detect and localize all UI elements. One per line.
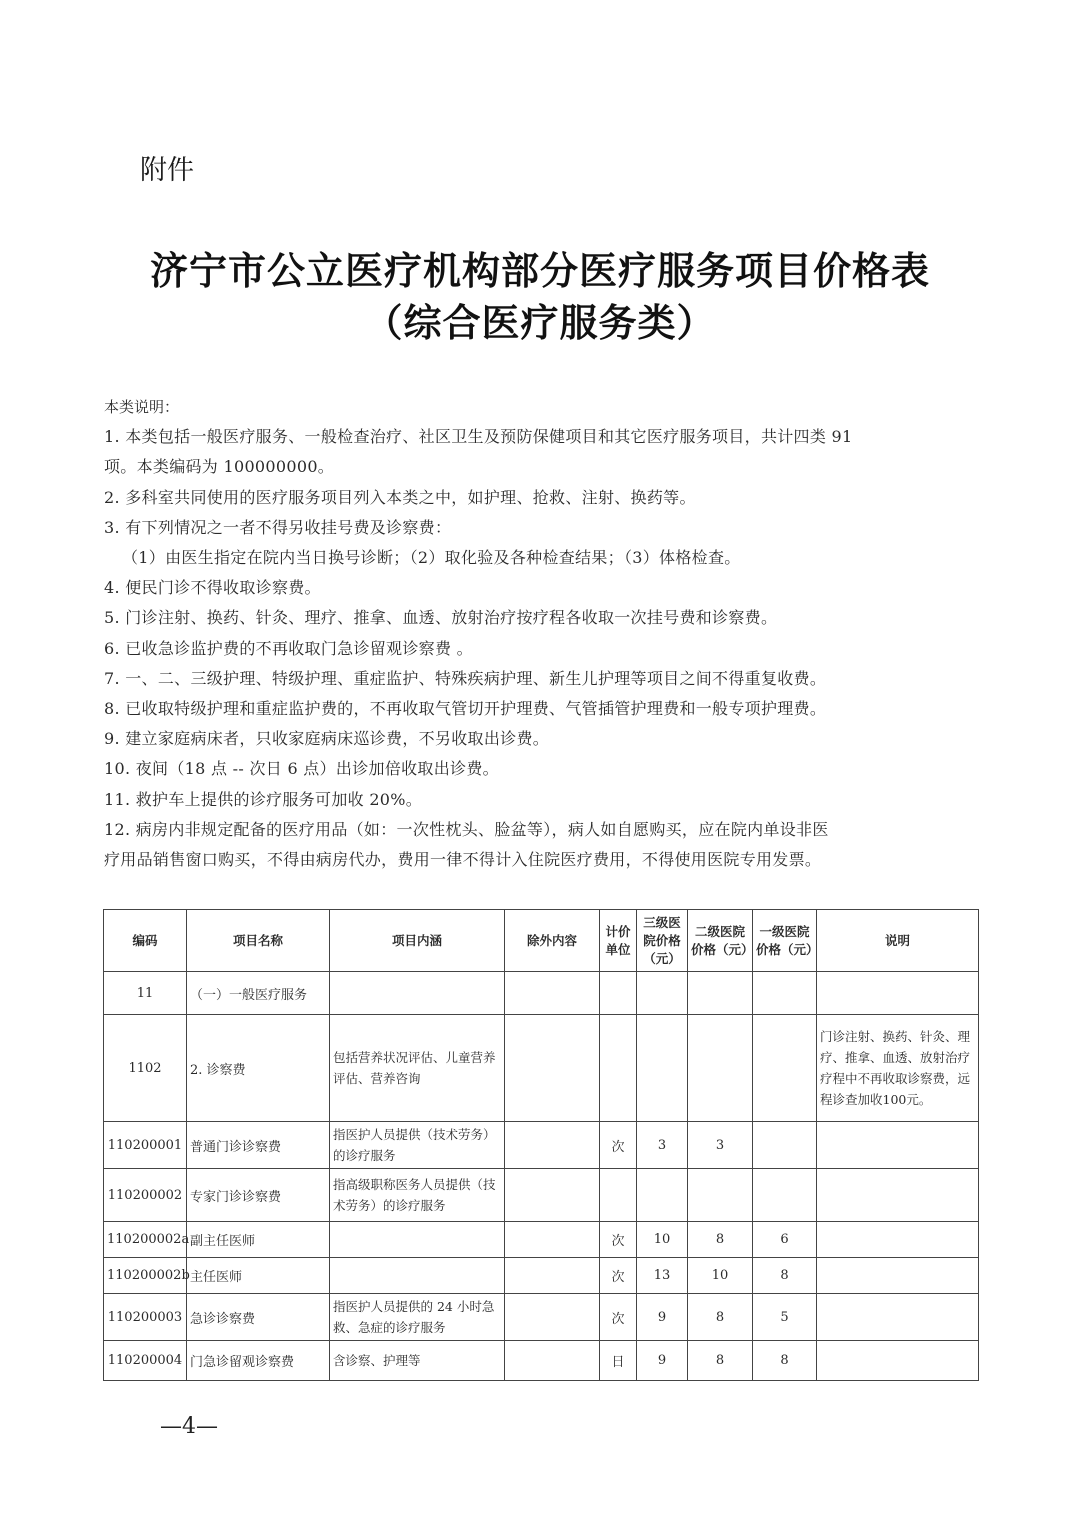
cell-unit: 次 <box>600 1258 637 1294</box>
cell-unit: 次 <box>600 1222 637 1258</box>
cell-exclude <box>505 1015 600 1122</box>
cell-note <box>817 972 979 1015</box>
cell-unit: 次 <box>600 1122 637 1169</box>
cell-unit: 日 <box>600 1341 637 1381</box>
cell-code: 1102 <box>104 1015 187 1122</box>
table-row <box>104 1222 979 1258</box>
cell-code: 110200002 <box>104 1169 187 1222</box>
note-line: 8. 已收取特级护理和重症监护费的，不再收取气管切开护理费、气管插管护理费和一般专项护理费。 <box>104 699 827 719</box>
cell-name: 2. 诊察费 <box>187 1015 330 1122</box>
cell-price-level2: 8 <box>688 1294 753 1341</box>
header-unit: 计价单位 <box>600 910 637 972</box>
cell-price-level2: 8 <box>688 1222 753 1258</box>
cell-note <box>817 1169 979 1222</box>
notes-section <box>104 392 984 875</box>
cell-content: 指医护人员提供（技术劳务）的诊疗服务 <box>330 1122 505 1169</box>
cell-name: 急诊诊察费 <box>187 1294 330 1341</box>
cell-name: 普通门诊诊察费 <box>187 1122 330 1169</box>
cell-price-level1 <box>753 1169 817 1222</box>
table-row <box>104 972 979 1015</box>
cell-note <box>817 1122 979 1169</box>
note-line: 1. 本类包括一般医疗服务、一般检查治疗、社区卫生及预防保健项目和其它医疗服务项目，共计四类 91 <box>104 427 853 447</box>
header-price-level3: 三级医院价格（元） <box>637 910 688 972</box>
header-name: 项目名称 <box>187 910 330 972</box>
cell-price-level3: 9 <box>637 1341 688 1381</box>
cell-note <box>817 1294 979 1341</box>
cell-note: 门诊注射、换药、针灸、理疗、推拿、血透、放射治疗疗程中不再收取诊察费，远程诊查加收100元。 <box>817 1015 979 1122</box>
cell-price-level2 <box>688 972 753 1015</box>
cell-price-level3 <box>637 972 688 1015</box>
cell-name: （一）一般医疗服务 <box>187 972 330 1015</box>
cell-name: 门急诊留观诊察费 <box>187 1341 330 1381</box>
note-line: 5. 门诊注射、换药、针灸、理疗、推拿、血透、放射治疗按疗程各收取一次挂号费和诊察费。 <box>104 608 778 628</box>
cell-price-level2: 3 <box>688 1122 753 1169</box>
cell-price-level1: 5 <box>753 1294 817 1341</box>
cell-price-level1 <box>753 1015 817 1122</box>
table-header-row <box>104 910 979 972</box>
document-title: 济宁市公立医疗机构部分医疗服务项目价格表 <box>149 249 930 293</box>
cell-price-level2: 8 <box>688 1341 753 1381</box>
table-row <box>104 1258 979 1294</box>
cell-content <box>330 1258 505 1294</box>
header-exclude: 除外内容 <box>505 910 600 972</box>
cell-code: 110200002b <box>104 1258 187 1294</box>
note-line: 项。本类编码为 100000000。 <box>104 457 335 477</box>
cell-price-level2 <box>688 1169 753 1222</box>
attachment-label: 附件 <box>140 155 194 186</box>
cell-price-level3 <box>637 1015 688 1122</box>
cell-name: 主任医师 <box>187 1258 330 1294</box>
cell-content: 包括营养状况评估、儿童营养评估、营养咨询 <box>330 1015 505 1122</box>
cell-price-level1 <box>753 1122 817 1169</box>
cell-unit: 次 <box>600 1294 637 1341</box>
note-line: 12. 病房内非规定配备的医疗用品（如：一次性枕头、脸盆等），病人如自愿购买，应在院内单设非医 <box>104 819 829 839</box>
note-line: 6. 已收急诊监护费的不再收取门急诊留观诊察费 。 <box>104 638 473 658</box>
table-row <box>104 1341 979 1381</box>
cell-name: 副主任医师 <box>187 1222 330 1258</box>
cell-content: 指医护人员提供的 24 小时急救、急症的诊疗服务 <box>330 1294 505 1341</box>
cell-note <box>817 1341 979 1381</box>
cell-price-level3: 3 <box>637 1122 688 1169</box>
cell-code: 110200001 <box>104 1122 187 1169</box>
cell-exclude <box>505 1222 600 1258</box>
cell-price-level1 <box>753 972 817 1015</box>
cell-price-level3: 10 <box>637 1222 688 1258</box>
cell-price-level1: 8 <box>753 1341 817 1381</box>
cell-content: 指高级职称医务人员提供（技术劳务）的诊疗服务 <box>330 1169 505 1222</box>
header-price-level1: 一级医院价格（元） <box>753 910 817 972</box>
note-line: 10. 夜间（18 点 -- 次日 6 点）出诊加倍收取出诊费。 <box>104 759 499 779</box>
notes-heading: 本类说明： <box>104 398 180 416</box>
cell-code: 110200003 <box>104 1294 187 1341</box>
note-line: 3. 有下列情况之一者不得另收挂号费及诊察费： <box>104 517 452 537</box>
table-row <box>104 1169 979 1222</box>
note-line: 疗用品销售窗口购买，不得由病房代办，费用一律不得计入住院医疗费用，不得使用医院专用发票。 <box>104 850 822 870</box>
table-row <box>104 1015 979 1122</box>
cell-price-level2: 10 <box>688 1258 753 1294</box>
cell-price-level2 <box>688 1015 753 1122</box>
cell-code: 110200004 <box>104 1341 187 1381</box>
cell-unit <box>600 972 637 1015</box>
table-row <box>104 1294 979 1341</box>
cell-exclude <box>505 1341 600 1381</box>
note-line: 9. 建立家庭病床者，只收家庭病床巡诊费，不另收取出诊费。 <box>104 729 550 749</box>
cell-exclude <box>505 1258 600 1294</box>
cell-content: 含诊察、护理等 <box>330 1341 505 1381</box>
cell-price-level1: 6 <box>753 1222 817 1258</box>
cell-note <box>817 1258 979 1294</box>
cell-unit <box>600 1169 637 1222</box>
page-number: —4— <box>160 1414 218 1439</box>
table-row <box>104 1122 979 1169</box>
cell-exclude <box>505 1122 600 1169</box>
cell-price-level3: 13 <box>637 1258 688 1294</box>
cell-price-level3 <box>637 1169 688 1222</box>
header-note: 说明 <box>817 910 979 972</box>
cell-unit <box>600 1015 637 1122</box>
cell-content <box>330 1222 505 1258</box>
header-code: 编码 <box>104 910 187 972</box>
cell-price-level1: 8 <box>753 1258 817 1294</box>
cell-exclude <box>505 1294 600 1341</box>
cell-note <box>817 1222 979 1258</box>
cell-code: 11 <box>104 972 187 1015</box>
document-subtitle: （综合医疗服务类） <box>364 301 716 345</box>
note-line: 2. 多科室共同使用的医疗服务项目列入本类之中，如护理、抢救、注射、换药等。 <box>104 487 696 507</box>
cell-content <box>330 972 505 1015</box>
cell-price-level3: 9 <box>637 1294 688 1341</box>
cell-name: 专家门诊诊察费 <box>187 1169 330 1222</box>
note-line: 4. 便民门诊不得收取诊察费。 <box>104 578 321 598</box>
cell-exclude <box>505 972 600 1015</box>
note-line: 7. 一、二、三级护理、特级护理、重症监护、特殊疾病护理、新生儿护理等项目之间不得重复收费。 <box>104 668 827 688</box>
cell-code: 110200002a <box>104 1222 187 1258</box>
price-table <box>103 909 979 1381</box>
note-line: （1）由医生指定在院内当日换号诊断；（2）取化验及各种检查结果；（3）体格检查。 <box>122 548 741 568</box>
header-content: 项目内涵 <box>330 910 505 972</box>
note-line: 11. 救护车上提供的诊疗服务可加收 20%。 <box>104 789 423 809</box>
cell-exclude <box>505 1169 600 1222</box>
header-price-level2: 二级医院价格（元） <box>688 910 753 972</box>
